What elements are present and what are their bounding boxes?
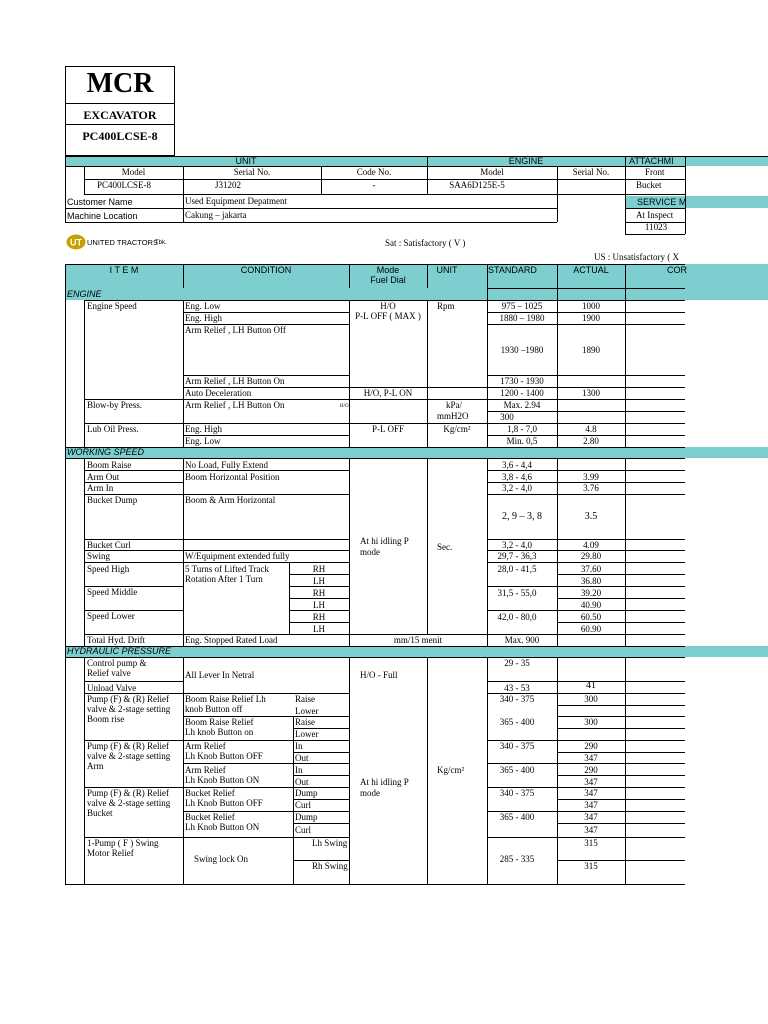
- col-cor: COR: [667, 265, 687, 275]
- boom-off-raise: Raise: [295, 694, 315, 704]
- speed-lower-rh: RH: [312, 612, 326, 622]
- cond-arm-off-1: Arm Relief: [185, 741, 226, 751]
- act-swing-lh: 315: [584, 838, 598, 848]
- act-speed-lower-rh: 60.50: [580, 612, 602, 622]
- act-swing: 29.80: [580, 551, 602, 561]
- act-bucket-curl: 4.09: [583, 540, 599, 550]
- item-total-drift: Total Hyd. Drift: [87, 635, 146, 645]
- item-blowby: Blow-by Press.: [87, 400, 143, 410]
- col-condition: CONDITION: [240, 265, 292, 275]
- cond-eng-high: Eng. High: [185, 313, 222, 323]
- section-hydraulic: HYDRAULIC PRESSURE: [67, 646, 172, 656]
- engine-header: ENGINE: [508, 156, 544, 166]
- item-unload-valve: Unload Valve: [87, 683, 137, 693]
- item-pump-boom-1: Pump (F) & (R) Relief: [87, 694, 169, 704]
- item-pump-bucket-1: Pump (F) & (R) Relief: [87, 788, 169, 798]
- act-arm-off-out: 347: [584, 753, 598, 763]
- act-arm-off: 1890: [582, 345, 600, 355]
- unit-serial-value: J31202: [214, 180, 241, 190]
- service-header: SERVICE M: [637, 197, 687, 207]
- cond-bucket-off-1: Bucket Relief: [185, 788, 235, 798]
- svg-text:UT: UT: [70, 237, 82, 248]
- cond-all-lever: All Lever In Netral: [185, 670, 255, 680]
- std-arm-out: 3,8 - 4,6: [502, 472, 532, 482]
- std-lub-high: 1,8 - 7,0: [507, 424, 537, 434]
- logo-suffix: Tbk.: [155, 240, 167, 246]
- speed-high-lh: LH: [313, 576, 325, 586]
- customer-label: Customer Name: [67, 197, 133, 207]
- hyd-mode-2: mode: [360, 788, 380, 798]
- act-lub-high: 4.8: [585, 424, 597, 434]
- united-tractors-logo: [66, 234, 186, 250]
- mode-blowby: H/O: [340, 404, 349, 409]
- cond-track-1: 5 Turns of Lifted Track: [185, 564, 270, 574]
- cond-blowby: Arm Relief , LH Button On: [185, 400, 285, 410]
- act-boom-on: 300: [584, 717, 598, 727]
- unit-lub: Kg/cm²: [443, 424, 471, 434]
- boom-on-raise: Raise: [295, 717, 315, 727]
- unit-code-label: Code No.: [356, 167, 392, 177]
- act-speed-middle-rh: 39.20: [580, 588, 602, 598]
- speed-high-rh: RH: [312, 564, 326, 574]
- col-standard: STANDARD: [488, 265, 537, 275]
- unit-mmh2o: mmH2O: [437, 411, 469, 421]
- item-control-pump-2: Relief valve: [87, 668, 131, 678]
- cond-swing: W/Equipment extended fully: [185, 551, 290, 561]
- cond-lub-low: Eng. Low: [185, 436, 221, 446]
- cond-bucket-dump: Boom & Arm Horizontal: [185, 495, 276, 505]
- unit-code-value: -: [372, 180, 376, 190]
- std-blowby-1: Max. 2.94: [503, 400, 541, 410]
- unit-serial-label: Serial No.: [233, 167, 271, 177]
- cond-arm-on-2: Lh Knob Button ON: [185, 775, 260, 785]
- logo-text: UNITED TRACTORS: [87, 238, 158, 247]
- act-speed-high-rh: 37.60: [580, 564, 602, 574]
- cond-bucket-on-2: Lh Knob Button ON: [185, 822, 260, 832]
- attachment-header: ATTACHMI: [629, 156, 674, 166]
- engine-model-value: SAA6D125E-5: [449, 180, 505, 190]
- act-bucket-off-curl: 347: [584, 800, 598, 810]
- act-bucket-dump: 3.5: [584, 511, 598, 522]
- std-speed-high: 28,0 - 41,5: [497, 564, 537, 574]
- std-arm-in: 3,2 - 4,0: [502, 483, 532, 493]
- unit-drift: mm/15 menit: [393, 635, 443, 645]
- boom-on-lower: Lower: [295, 729, 319, 739]
- act-speed-middle-lh: 40.90: [580, 600, 602, 610]
- col-fuel-dial: Fuel Dial: [370, 275, 406, 285]
- act-arm-out: 3.99: [583, 472, 599, 482]
- std-lub-low: Min. 0,5: [506, 436, 538, 446]
- rh-swing: Rh Swing: [312, 861, 348, 871]
- section-engine: ENGINE: [67, 289, 102, 299]
- std-bucket-off: 340 - 375: [499, 788, 535, 798]
- std-blowby-2: 300: [500, 412, 514, 422]
- std-arm-on: 1730 - 1930: [500, 376, 544, 386]
- item-speed-middle: Speed Middle: [87, 587, 138, 597]
- item-lub-oil: Lub Oil Press.: [87, 424, 139, 434]
- std-boom-off: 340 - 375: [499, 694, 535, 704]
- std-boom-raise: 3,6 - 4,4: [502, 460, 532, 470]
- item-arm-in: Arm In: [87, 483, 114, 493]
- bucket-on-curl: Curl: [295, 825, 312, 835]
- item-pump-boom-2: valve & 2-stage setting: [87, 704, 171, 714]
- std-speed-lower: 42,0 - 80,0: [497, 612, 537, 622]
- item-swing-relief-2: Motor Relief: [87, 848, 134, 858]
- std-speed-middle: 31,5 - 55,0: [497, 588, 537, 598]
- std-swing-relief: 285 - 335: [499, 854, 535, 864]
- inspect-value: 11023: [644, 222, 668, 232]
- act-eng-low: 1000: [582, 301, 600, 311]
- std-decel: 1200 - 1400: [500, 388, 544, 398]
- working-mode-2: mode: [360, 547, 380, 557]
- std-drift: Max. 900: [504, 635, 540, 645]
- std-arm-off-hyd: 340 - 375: [499, 741, 535, 751]
- item-swing-relief-1: 1-Pump ( F ) Swing: [87, 838, 159, 848]
- cond-arm-relief-off: Arm Relief , LH Button Off: [185, 325, 286, 335]
- col-actual: ACTUAL: [573, 265, 609, 275]
- col-unit: UNIT: [436, 265, 458, 275]
- inspect-label: At Inspect: [636, 210, 674, 220]
- unsat-legend: US : Unsatisfactory ( X: [594, 252, 679, 262]
- mcr-title: MCR: [86, 68, 154, 99]
- act-bucket-on-dump: 347: [584, 812, 598, 822]
- std-arm-on-hyd: 365 - 400: [499, 765, 535, 775]
- cond-track-2: Rotation After 1 Turn: [185, 574, 263, 584]
- arm-off-in: In: [295, 741, 303, 751]
- std-bucket-on: 365 - 400: [499, 812, 535, 822]
- unit-rpm: Rpm: [437, 301, 455, 311]
- act-bucket-on-curl: 347: [584, 825, 598, 835]
- mode-ho: H/O: [380, 301, 396, 311]
- item-pump-arm-1: Pump (F) & (R) Relief: [87, 741, 169, 751]
- act-speed-lower-lh: 60.90: [580, 624, 602, 634]
- equipment-model: PC400LCSE-8: [82, 129, 158, 143]
- cond-boom-off-2: knob Button off: [185, 704, 243, 714]
- cond-total-drift: Eng. Stopped Rated Load: [185, 635, 278, 645]
- bucket-off-dump: Dump: [295, 788, 318, 798]
- item-pump-arm-2: valve & 2-stage setting: [87, 751, 171, 761]
- std-eng-high: 1880 – 1980: [499, 313, 545, 323]
- unit-kpa: kPa/: [446, 400, 463, 410]
- working-mode-1: At hi idling P: [360, 536, 409, 546]
- speed-lower-lh: LH: [313, 624, 325, 634]
- bucket-off-curl: Curl: [295, 800, 312, 810]
- item-speed-high: Speed High: [87, 564, 130, 574]
- arm-off-out: Out: [295, 753, 309, 763]
- mode-ho-pl-on: H/O, P-L ON: [363, 388, 413, 398]
- logo-icon: [66, 234, 86, 250]
- std-control-pump: 29 - 35: [504, 658, 530, 668]
- front-label: Front: [645, 167, 665, 177]
- hyd-mode-1: At hi idling P: [360, 777, 409, 787]
- location-value: Cakung – jakarta: [185, 210, 247, 220]
- boom-off-lower: Lower: [295, 706, 319, 716]
- bucket-on-dump: Dump: [295, 812, 318, 822]
- std-boom-on: 365 - 400: [499, 717, 535, 727]
- cond-arm-off-2: Lh Knob Button OFF: [185, 751, 263, 761]
- std-arm-off: 1930 –1980: [500, 345, 544, 355]
- item-pump-bucket-3: Bucket: [87, 808, 113, 818]
- equipment-type: EXCAVATOR: [83, 108, 157, 122]
- engine-model-label: Model: [480, 167, 504, 177]
- std-swing: 29,7 - 36,3: [497, 551, 537, 561]
- item-bucket-dump: Bucket Dump: [87, 495, 138, 505]
- working-unit: Sec.: [437, 542, 453, 552]
- std-bucket-dump: 2, 9 – 3, 8: [502, 511, 542, 522]
- std-unload: 43 - 53: [504, 683, 530, 693]
- cond-arm-on-1: Arm Relief: [185, 765, 226, 775]
- unit-model-label: Model: [121, 167, 146, 177]
- engine-serial-label: Serial No.: [572, 167, 610, 177]
- act-unload: 41: [586, 680, 596, 691]
- item-bucket-curl: Bucket Curl: [87, 540, 131, 550]
- item-engine-speed: Engine Speed: [87, 301, 137, 311]
- cond-boom-raise: No Load, Fully Extend: [185, 460, 268, 470]
- location-label: Machine Location: [67, 211, 138, 221]
- item-speed-lower: Speed Lower: [87, 611, 135, 621]
- section-working-speed: WORKING SPEED: [67, 447, 145, 457]
- sat-legend: Sat : Satisfactory ( V ): [385, 238, 466, 248]
- cond-bucket-off-2: Lh Knob Button OFF: [185, 798, 263, 808]
- cond-arm-relief-on: Arm Relief , LH Button On: [185, 376, 285, 386]
- act-swing-rh: 315: [584, 861, 598, 871]
- cond-boom-off-1: Boom Raise Relief Lh: [185, 694, 266, 704]
- item-pump-arm-3: Arm: [87, 761, 104, 771]
- cond-bucket-on-1: Bucket Relief: [185, 812, 235, 822]
- act-boom-off: 300: [584, 694, 598, 704]
- cond-lub-high: Eng. High: [185, 424, 222, 434]
- col-mode: Mode: [376, 265, 400, 275]
- cond-swing-lock: Swing lock On: [194, 854, 248, 864]
- arm-on-out: Out: [295, 777, 309, 787]
- item-swing: Swing: [87, 551, 111, 561]
- cond-auto-decel: Auto Deceleration: [185, 388, 252, 398]
- customer-value: Used Equipment Depatment: [185, 196, 287, 206]
- mode-ho-full: H/O - Full: [360, 670, 398, 680]
- mode-lub: P-L OFF: [372, 424, 404, 434]
- unit-model-value: PC400LCSE-8: [96, 180, 151, 190]
- act-lub-low: 2.80: [583, 436, 599, 446]
- arm-on-in: In: [295, 765, 303, 775]
- cond-eng-low: Eng. Low: [185, 301, 221, 311]
- cond-boom-on-2: Lh knob Button on: [185, 727, 254, 737]
- unit-header: UNIT: [235, 156, 257, 166]
- act-speed-high-lh: 36.80: [580, 576, 602, 586]
- hyd-unit: Kg/cm²: [437, 765, 465, 775]
- speed-middle-rh: RH: [312, 588, 326, 598]
- act-arm-on-out: 347: [584, 777, 598, 787]
- item-pump-boom-3: Boom rise: [87, 714, 125, 724]
- item-control-pump-1: Control pump &: [87, 658, 147, 668]
- col-item: I T E M: [109, 265, 139, 275]
- act-arm-off-in: 290: [584, 741, 598, 751]
- act-eng-high: 1900: [582, 313, 600, 323]
- std-eng-low: 975 – 1025: [501, 301, 543, 311]
- std-bucket-curl: 3,2 - 4,0: [502, 540, 532, 550]
- act-bucket-off-dump: 347: [584, 788, 598, 798]
- act-arm-on-in: 290: [584, 765, 598, 775]
- item-boom-raise: Boom Raise: [87, 460, 132, 470]
- item-arm-out: Arm Out: [87, 472, 120, 482]
- bucket-value: Bucket: [636, 180, 662, 190]
- cond-boom-on-1: Boom Raise Relief: [185, 717, 254, 727]
- speed-middle-lh: LH: [313, 600, 325, 610]
- lh-swing: Lh Swing: [312, 838, 348, 848]
- cond-arm-out: Boom Horizontal Position: [185, 472, 280, 482]
- act-decel: 1300: [582, 388, 600, 398]
- mode-pl-max: P-L OFF ( MAX ): [355, 311, 421, 321]
- item-pump-bucket-2: valve & 2-stage setting: [87, 798, 171, 808]
- act-arm-in: 3.76: [583, 483, 599, 493]
